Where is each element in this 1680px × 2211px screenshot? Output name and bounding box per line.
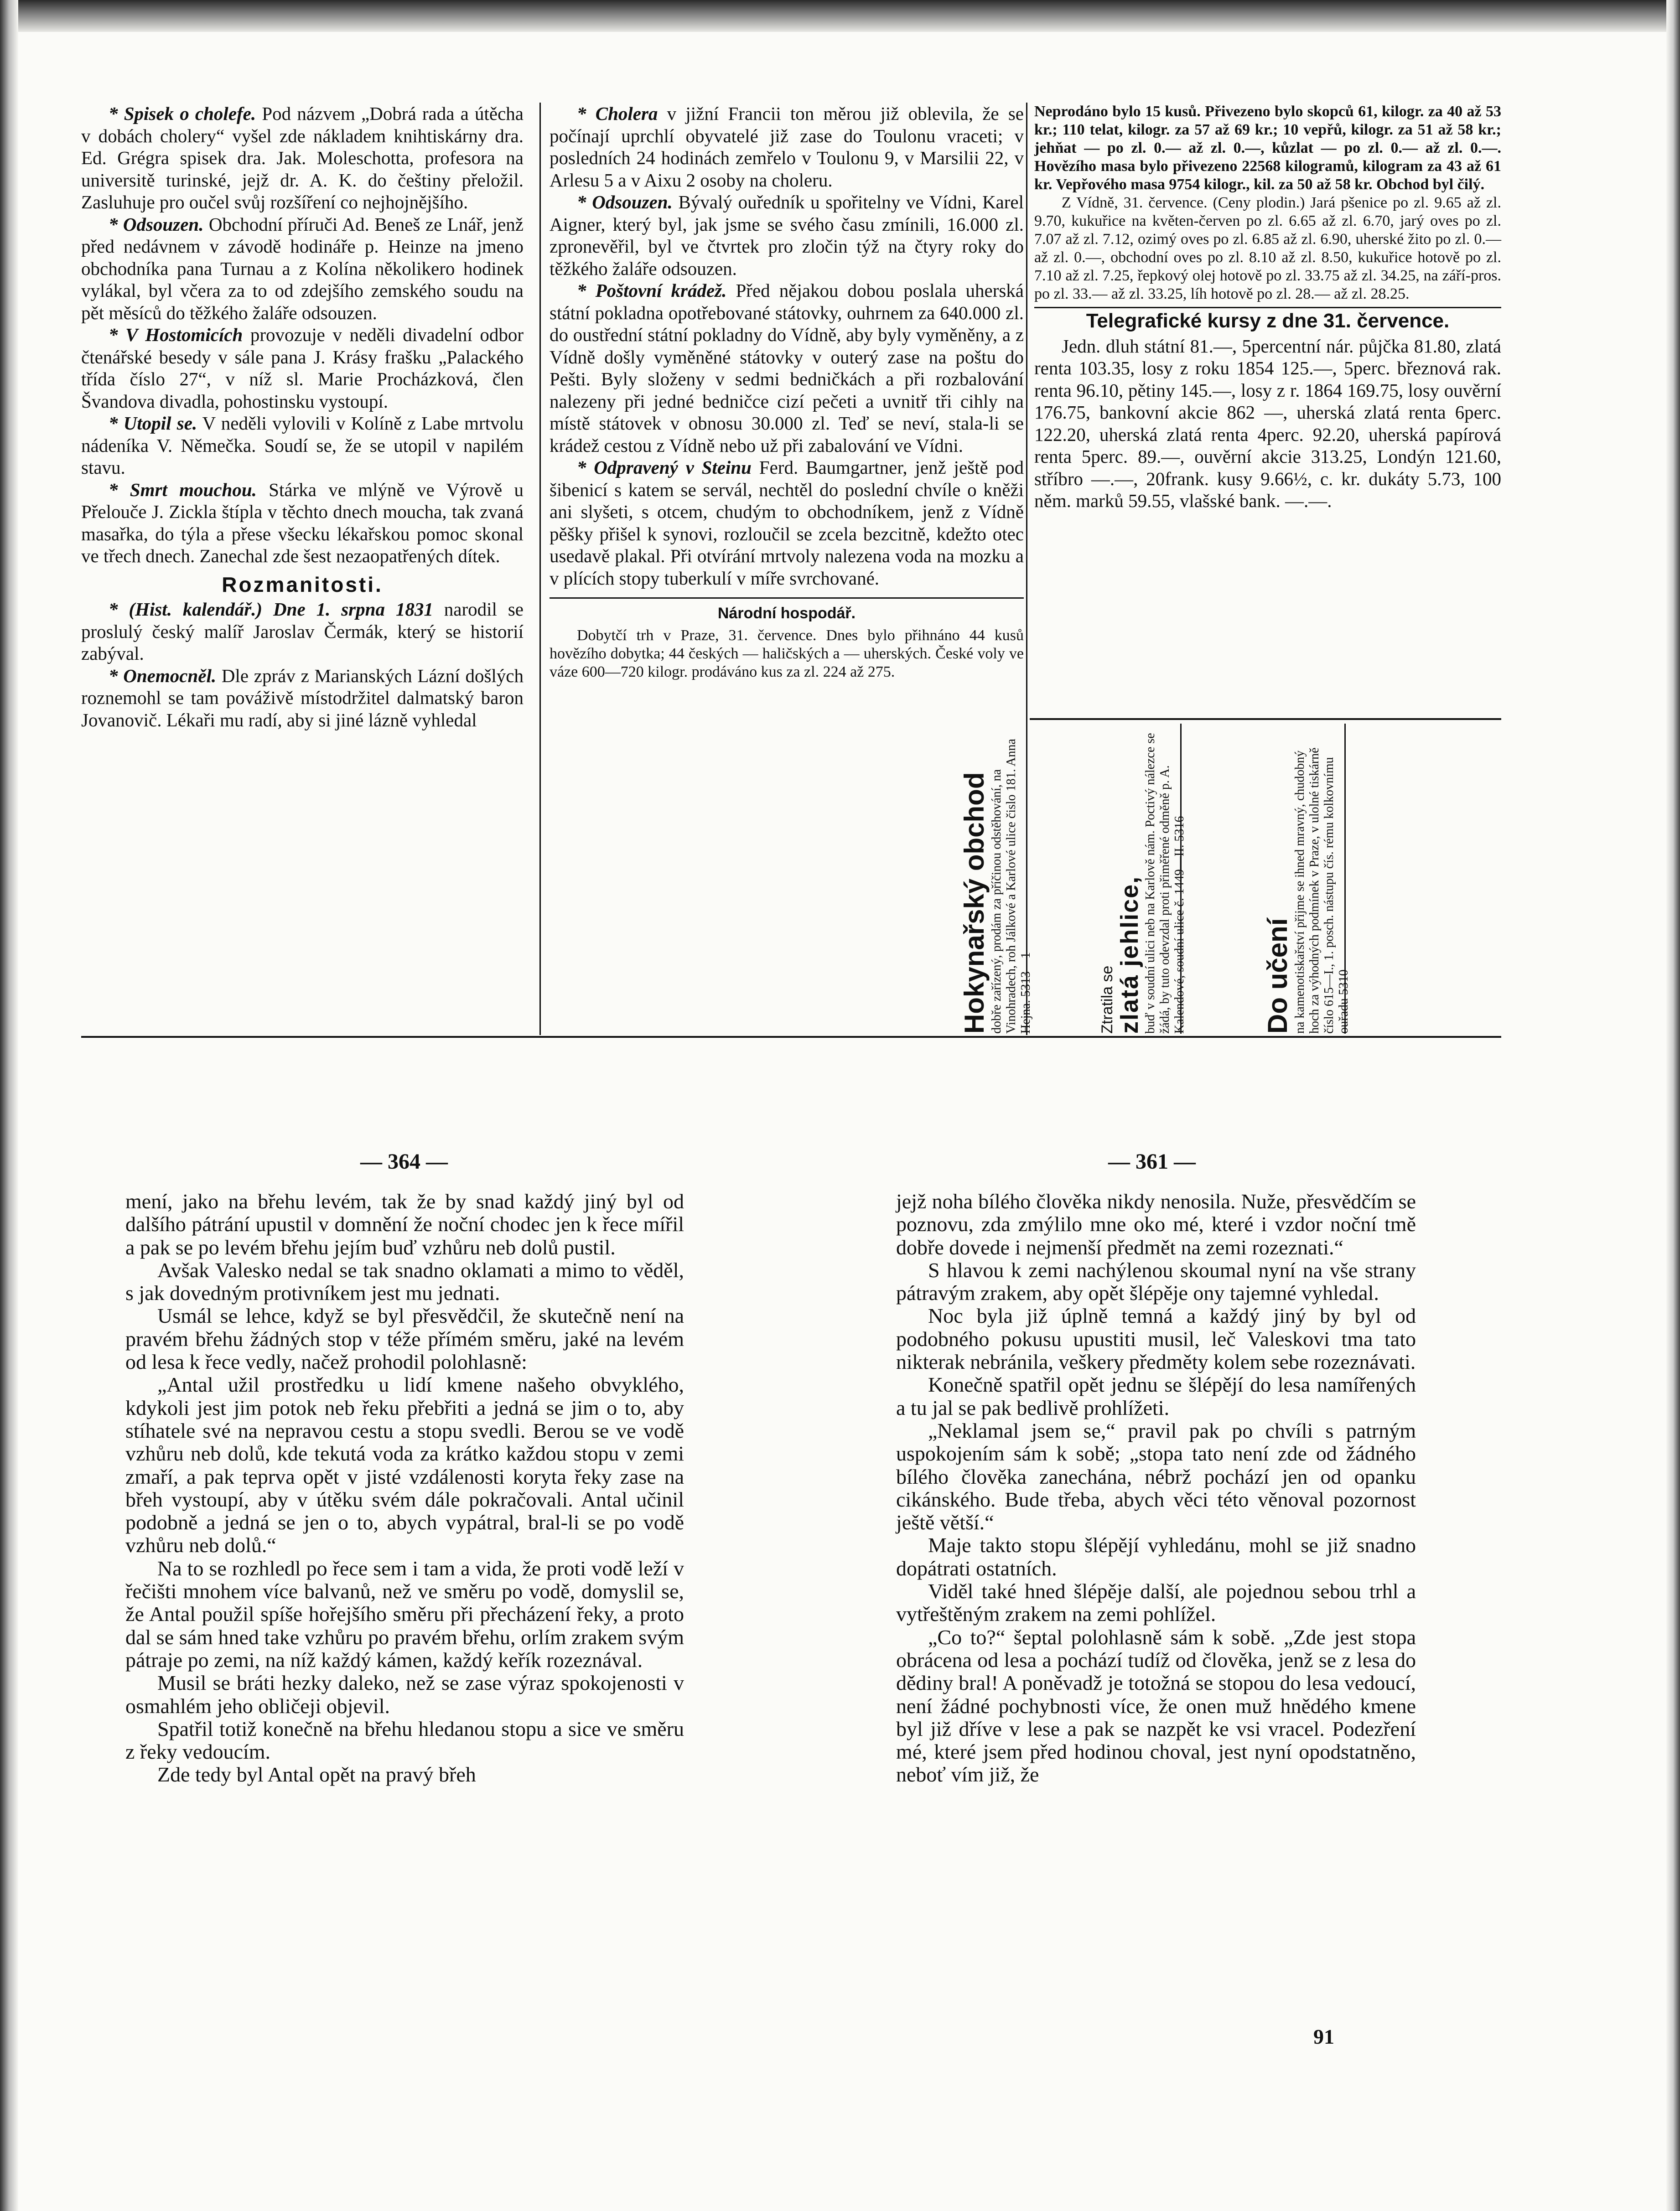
news-item-text: V neděli vylovili v Kolíně z Labe mrtvolu nádeníka V. Němečka. Soudí se, že se utopil v napilém stavu. <box>81 413 524 478</box>
classified-ads <box>959 718 1501 1039</box>
news-item-0 <box>81 103 524 213</box>
misc-item-lead: * Onemocněl. <box>109 665 217 686</box>
signature-mark: 91 <box>1313 2025 1334 2048</box>
news-item-lead: * Spisek o cholefe. <box>109 103 256 124</box>
misc-item-1 <box>81 665 524 731</box>
telegraph-rates-title: Telegrafické kursy z dne 31. července. <box>1086 310 1450 332</box>
book-left-paragraph-1: Avšak Valesko nedal se tak snadno oklamati a mimo to věděl, s jak dovedným protivníkem jest mu jednati. <box>125 1258 684 1305</box>
news-column-1 <box>81 103 524 1015</box>
tele-rule <box>1034 307 1501 308</box>
news-item-text: Před nějakou dobou poslala uherská státní pokladna opotřebované státovky, ouhrnem za 640.000 zl. do oustřední státní pokladny do Vídně, aby byly vyměněny, a z Vídně došly vyměněné státovky v outerý zase na poštu do Pešti. Byly složeny v sedmi bedničkách a při rozbalování nalezeny při jedné bedničce cizí pečeti a uvnitř tři cihly na místě státovek v obnosu 30.000 zl. Teď se neví, stala-li se krádež cestou z Vídně nebo už při zabalování ve Vídni. <box>550 280 1024 456</box>
book-right-paragraph-5: Maje takto stopu šlépějí vyhledánu, mohl se již snadno dopátrati ostatních. <box>896 1533 1416 1580</box>
news-item-1 <box>81 213 524 324</box>
book-left-paragraph-6: Spatřil totiž konečně na břehu hledanou stopu a sice ve směru z řeky vedoucím. <box>125 1717 684 1764</box>
misc-item-text: narodil se proslulý český malíř Jaroslav Čermák, který se historií zabýval. <box>81 599 524 664</box>
news-item-text: Obchodní příruči Ad. Beneš ze Lnář, jenž před nedávnem v závodě hodináře p. Heinze na jmeno obchodníka pana Turnau a z Kolína několikero hodinek vylákal, byl včera za to od zdejšího zemského soudu na pět měsíců do těžkého žaláře odsouzen. <box>81 213 524 323</box>
news-column-2 <box>550 103 1024 1015</box>
vienna-prices: Z Vídně, 31. července. (Ceny plodin.) Jará pšenice po zl. 9.65 až zl. 9.70, kukuřice na květen-červen po zl. 6.65 až zl. 6.70, jarý oves po zl. 7.07 až zl. 7.12, ozimý oves po zl. 6.85 až zl. 6.90, uherské žito po zl. 0.— až zl. 0.—, obchodní oves po zl. 8.10 až zl. 8.50, kukuřice hotově po zl. 7.10 až zl. 7.25, řepkový olej hotově po zl. 33.75 až zl. 34.25, na září-pros. po zl. 33.— až zl. 33.25, líh hotově po zl. 28.— až zl. 28.25. <box>1034 194 1501 302</box>
news-item-2 <box>81 324 524 412</box>
news-column-3 <box>1034 103 1501 716</box>
news-item-text: Bývalý ouředník u spořitelny ve Vídni, Karel Aigner, který byl, jak jsme se svého času zmínili, 16.000 zl. zpronevěřil, byl ve čtvrtek pro zločin týž na čtyry roky do těžkého žaláře odsouzen. <box>550 192 1024 279</box>
book-right-paragraph-1: S hlavou k zemi nachýlenou skoumal nyní na vše strany pátravým zrakem, aby opět šlépěje ony tajemné vyhledal. <box>896 1258 1416 1305</box>
market-continued: Neprodáno bylo 15 kusů. Přivezeno bylo skopců 61, kilogr. za 40 až 53 kr.; 110 telat, kilogr. za 57 až 69 kr.; 10 vepřů, kilogr. za 51 až 58 kr.; jehňat — po zl. 0.— až zl. 0.—, kůzlat — po zl. 0.— až zl. 0.—. Hovězího masa bylo přivezeno 22568 kilogramů, kilogram za 43 až 61 kr. Vepřového masa 9754 kilogr., kil. za 50 až 58 kr. Obchod byl čilý. <box>1034 103 1501 193</box>
right-page-number: — 361 — <box>1108 1150 1196 1174</box>
ad-do-uceni <box>1262 724 1499 1034</box>
book-left-paragraph-2: Usmál se lehce, když se byl přesvědčil, že skutečně není na pravém břehu žádných stop v téže přímém směru, jaké na levém od lesa k řece vedly, načež prohodil polohlasně: <box>125 1304 684 1374</box>
ad-hokynarsky-text: dobře zařízený, prodám za příčinou odstěhování, na Vinohradech, roh Jálkové a Karlové ulice čislo 181. Anna Hejna. 5313—1 <box>990 739 1033 1034</box>
book-left-paragraph-4: Na to se rozhledl po řece sem i tam a vida, že proti vodě leží v řečišti mnohem více balvanů, než ve směru po vodě, domyslil se, že Antal použil spíše hořejšího směru při přecházení řeky, a proto dal se sám hned take vzhůru po pravém břehu, orlím zrakem svým pátraje po zemi, na níž každý kámen, každý keřík rozeznával. <box>125 1556 684 1672</box>
news-item-3 <box>81 412 524 479</box>
news-item-lead: * Odsouzen. <box>577 192 673 212</box>
ad-jehlice-head: Ztratila se <box>1099 965 1116 1034</box>
news-item-2 <box>550 280 1024 456</box>
section-title-rozmanitosti: Rozmanitosti. <box>222 572 383 596</box>
book-right-paragraph-0: jejž noha bílého člověka nikdy nenosila. Nuže, přesvědčím se poznovu, zda zmýlilo mne oko mé, které i vzdor noční tmě dobře dovede i nejmenší předmět na zemi rozeznati.“ <box>896 1190 1416 1259</box>
book-right-paragraph-7: „Co to?“ šeptal polohlasně sám k sobě. „Zde jest stopa obrácena od lesa a pochází tudíž od člověka, jenž se z lesa do dědiny bral! A poněvadž je totožná se stopou do lesa vedoucí, není žádné pochybnosti více, že onen muž hnědého kmene byl již dříve v lese a pak se nazpět ke vsi vracel. Podezření mé, které jsem před hodinou choval, jest nyní opodstatněno, neboť vím již, že <box>896 1625 1416 1786</box>
news-item-text: Ferd. Baumgartner, jenž ještě pod šibenicí s katem se servál, nechtěl do poslední chvíle o kněži ani slyšeti, s otcem, chudým to obchodníkem, jenž z Vídně pěšky přišel k synovi, rozloučil se zcela bezcitně, kdežto otec usedavě plakal. Při otvírání mrtvoly nalezena voda na mozku a v plících stopy tuberkulí v míře svrchované. <box>550 457 1024 589</box>
news-item-text: Pod názvem „Dobrá rada a útěcha v dobách cholery“ vyšel zde nákladem knihtiskárny dra. Ed. Grégra spisek dra. Jak. Moleschotta, profesora na universitě turinské, jejž dr. A. K. do češtiny přeložil. Zasluhuje pro oučel svůj rozšíření co nejhojnějšího. <box>81 103 524 212</box>
book-right-paragraph-3: Konečně spatřil opět jednu se šlépějí do lesa namířených a tu jal se pak bedlivě prohlížeti. <box>896 1373 1416 1419</box>
news-item-3 <box>550 456 1024 589</box>
news-item-lead: * Poštovní krádež. <box>577 280 727 301</box>
news-item-1 <box>550 191 1024 280</box>
np-rule <box>550 597 1024 599</box>
news-item-0 <box>550 103 1024 191</box>
market-report: Dobytčí trh v Praze, 31. července. Dnes bylo přihnáno 44 kusů hovězího dobytka; 44 českých — haličských a — uherských. České voly ve váze 600—720 kilogr. prodáváno kus za zl. 224 až 275. <box>550 627 1024 680</box>
news-item-lead: * Odsouzen. <box>109 213 204 235</box>
news-item-lead: * Utopil se. <box>109 413 197 434</box>
narodni-hospodar-title: Národní hospodář. <box>717 605 856 622</box>
left-page-number: — 364 — <box>360 1150 448 1174</box>
news-item-text: provozuje v neděli divadelní odbor čtenářské besedy v sále pana J. Krásy frašku „Palackého třída číslo 27“, v níž sl. Marie Procházková, člen Švandova divadla, pohostinsku vystoupí. <box>81 324 524 412</box>
book-left-paragraph-3: „Antal užil prostředku u lidí kmene našeho obvyklého, kdykoli jest jim potok neb řeku přebřiti a jedná se jim o to, aby stíhatele své na nepravou cestu a stopu svedli. Berou se ve vodě vzhůru neb dolů, kde tekutá voda za krátko každou stopu v zemi zmaří, a pak teprva opět v jisté vzdálenosti koryta řeky zase na břeh vystoupí, aby v útěku svém dále pokračovali. Antal učinil podobně a jedná se jen o to, abych vypátral, bral-li se po vodě vzhůru neb dolů.“ <box>125 1373 684 1557</box>
scan-edge-left <box>0 0 18 2211</box>
news-bottom-rule <box>81 1036 1501 1038</box>
scan-edge-top <box>0 0 1680 32</box>
book-right-paragraph-6: Viděl také hned šlépěje další, ale pojednou sebou trhl a vytřeštěným zrakem na zemi pohlížel. <box>896 1579 1416 1626</box>
book-left-page <box>125 1190 684 2020</box>
book-right-paragraph-2: Noc byla již úplně temná a každý jiný by byl od podobného pokusu upustiti musil, leč Valeskovi tma tato nikterak nebránila, veškery předměty kolem sebe rozeznávati. <box>896 1304 1416 1374</box>
scan-edge-right <box>1666 0 1680 2211</box>
book-left-paragraph-7: Zde tedy byl Antal opět na pravý břeh <box>157 1763 476 1786</box>
telegraph-rates-text: Jedn. dluh státní 81.—, 5percentní nár. půjčka 81.80, zlatá renta 103.35, losy z roku 1854 125.—, 5perc. březnová rak. renta 96.10, pětiny 145.—, losy z r. 1864 169.75, losy ouvěrní 176.75, bankovní akcie 862 —, uherská zlatá renta 6perc. 122.20, uherská zlatá renta 4perc. 92.20, uherská papírová renta 5perc. 89.—, ouvěrní akcie 313.25, Londýn 121.60, stříbro —.—, 20frank. kusy 9.66½, c. kr. dukáty 5.73, 100 něm. marků 59.55, vlašské bank. —.—. <box>1034 335 1501 511</box>
news-item-text: v jižní Francii ton měrou již oblevila, že se počínají uprchlí obyvatelé již zase do Toulonu vraceti; v posledních 24 hodinách zemřelo v Toulonu 9, v Marsilii 22, v Arlesu 5 a v Aixu 2 osoby na choleru. <box>550 103 1024 191</box>
news-item-4 <box>81 479 524 567</box>
book-right-page <box>896 1190 1416 2015</box>
misc-item-0 <box>81 598 524 665</box>
book-left-paragraph-5: Musil se bráti hezky daleko, než se zase výraz spokojenosti v osmahlém jeho obličeji objevil. <box>125 1671 684 1718</box>
ad-hokynarsky-head: Hokynařský obchod <box>959 772 990 1034</box>
news-item-lead: * Odpravený v Steinu <box>577 457 752 478</box>
ad-do-uceni-text: na kamenotiskařství přijme se ihned mravný, chudobný hoch za výhodných podmínek v Praze, v ulolné tiskárně číslo 615—I., 1. posch. nástupu čís. rému kolkovnímu ouřadu 5310 <box>1293 747 1351 1034</box>
news-item-lead: * Smrt mouchou. <box>109 479 257 500</box>
news-item-lead: * Cholera <box>577 103 658 124</box>
book-right-paragraph-4: „Neklamal jsem se,“ pravil pak po chvíli s patrným uspokojením sám k sobě; „stopa tato není zde od žádného bílého člověka zanechána, nébrž pochází jen od opanku cikánského. Bude třeba, abych věci této věnoval pozornost ještě větší.“ <box>896 1419 1416 1534</box>
ad-do-uceni-head: Do učení <box>1262 918 1293 1034</box>
book-left-paragraph-0: mení, jako na břehu levém, tak že by snad každý jiný byl od dalšího pátrání upustil v domnění že noční chodec jen k řece mířil a pak se po levém břehu jejím buď vzhůru neb dolů pustil. <box>125 1190 684 1259</box>
ad-jehlice-text: buď v soudní ulici neb na Karlově nám. Poctivý nálezce se žádá, by tuto odevzdal proti přiměřené odměně p. A. Kalendové, soudní ulice č. 1449—II. 5316 <box>1143 733 1187 1034</box>
column-rule-1 <box>539 103 541 1035</box>
ad-jehlice-head2: zlatá jehlice, <box>1116 875 1143 1034</box>
misc-item-lead: * (Hist. kalendář.) Dne 1. srpna 1831 <box>109 599 433 620</box>
misc-item-text: Dle zpráv z Marianských Lázní došlých roznemohl se tam pováživě místodržitel dalmatský baron Jovanovič. Lékaři mu radí, aby si jiné lázně vyhledal <box>81 665 524 730</box>
news-item-text: Stárka ve mlýně ve Výrově u Přelouče J. Zickla štípla v těchto dnech moucha, tak zvaná masařka, do týla a přese všecku lékařskou pomoc skonal ve třech dnech. Zanechal zde šest nezaopatřených dítek. <box>81 479 524 566</box>
news-item-lead: * V Hostomicích <box>109 324 243 345</box>
